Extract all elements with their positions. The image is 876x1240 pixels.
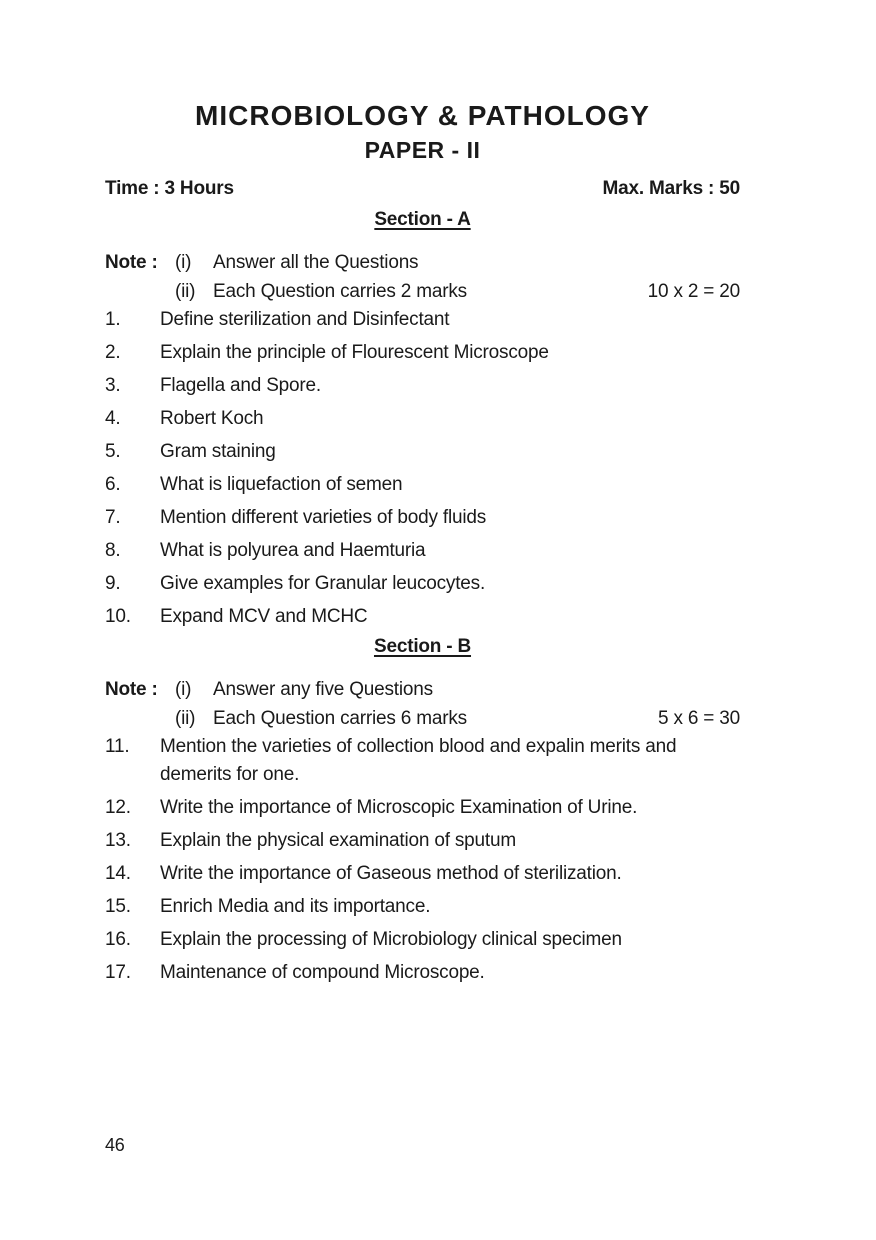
question-text: Explain the physical examination of sputum	[160, 830, 516, 851]
question-number: 1.	[105, 309, 121, 330]
section-a-question-list	[105, 306, 740, 631]
question-item	[105, 959, 740, 987]
question-item	[105, 603, 740, 631]
max-marks-label: Max. Marks : 50	[602, 178, 740, 199]
question-text: Mention different varieties of body fluids	[160, 507, 487, 528]
question-text: Explain the principle of Flourescent Microscope	[160, 342, 549, 363]
question-number: 3.	[105, 375, 121, 396]
question-item	[105, 306, 740, 334]
question-item	[105, 926, 740, 954]
question-number: 7.	[105, 507, 121, 528]
question-text: What is liquefaction of semen	[160, 474, 403, 495]
note-text: Answer any five Questions	[213, 679, 433, 700]
question-item	[105, 537, 740, 565]
note-text: Each Question carries 6 marks	[213, 708, 467, 729]
note-label: Note :	[105, 252, 158, 273]
question-item	[105, 794, 740, 822]
page-number: 46	[105, 1135, 125, 1155]
meta-row	[105, 178, 740, 200]
question-text: Flagella and Spore.	[160, 375, 321, 396]
question-text: Explain the processing of Microbiology clinical specimen	[160, 929, 622, 950]
note-label-spacer	[105, 704, 175, 733]
question-number: 4.	[105, 408, 121, 429]
question-text: Give examples for Granular leucocytes.	[160, 573, 486, 594]
note-index: (i)	[175, 679, 192, 700]
section-b-heading-row	[105, 636, 740, 657]
question-item	[105, 339, 740, 367]
question-number: 8.	[105, 540, 121, 561]
note-marks: 10 x 2 = 20	[647, 281, 740, 302]
question-item	[105, 827, 740, 855]
section-a-heading-row	[105, 209, 740, 230]
note-index: (ii)	[175, 708, 196, 729]
question-text: Expand MCV and MCHC	[160, 606, 368, 627]
question-text: Maintenance of compound Microscope.	[160, 962, 485, 983]
note-text: Answer all the Questions	[213, 252, 419, 273]
note-label: Note :	[105, 679, 158, 700]
question-number: 5.	[105, 441, 121, 462]
note-text: Each Question carries 2 marks	[213, 281, 467, 302]
note-line	[105, 277, 740, 306]
question-number: 15.	[105, 896, 131, 917]
question-item	[105, 570, 740, 598]
question-number: 11.	[105, 736, 130, 757]
question-number: 16.	[105, 929, 131, 950]
paper-title: MICROBIOLOGY & PATHOLOGY	[195, 100, 650, 131]
question-number: 17.	[105, 962, 131, 983]
section-b-note-block	[105, 675, 740, 733]
page-content	[105, 0, 740, 992]
section-b	[105, 636, 740, 987]
note-index: (i)	[175, 252, 192, 273]
note-marks: 5 x 6 = 30	[658, 708, 740, 729]
section-b-heading: Section - B	[373, 636, 472, 657]
question-number: 9.	[105, 573, 121, 594]
question-item	[105, 471, 740, 499]
question-number: 12.	[105, 797, 131, 818]
question-number: 2.	[105, 342, 121, 363]
question-text: Gram staining	[160, 441, 276, 462]
question-text: Mention the varieties of collection blood and expalin merits and demerits for one.	[160, 736, 677, 785]
question-number: 14.	[105, 863, 131, 884]
section-a-note-block	[105, 248, 740, 306]
paper-subtitle: PAPER - II	[364, 137, 481, 163]
question-number: 10.	[105, 606, 131, 627]
section-a-heading: Section - A	[374, 209, 471, 230]
question-item	[105, 893, 740, 921]
question-text: Enrich Media and its importance.	[160, 896, 431, 917]
question-text: Write the importance of Microscopic Examination of Urine.	[160, 797, 638, 818]
note-line	[105, 704, 740, 733]
question-text: Robert Koch	[160, 408, 264, 429]
note-label-spacer	[105, 277, 175, 306]
question-text: Write the importance of Gaseous method of sterilization.	[160, 863, 622, 884]
note-index: (ii)	[175, 281, 196, 302]
question-text: What is polyurea and Haemturia	[160, 540, 426, 561]
question-item	[105, 405, 740, 433]
section-a	[105, 209, 740, 631]
time-allowed-label: Time : 3 Hours	[105, 178, 234, 199]
question-item	[105, 733, 740, 789]
note-line	[105, 675, 740, 704]
question-item	[105, 372, 740, 400]
question-item	[105, 860, 740, 888]
note-line	[105, 248, 740, 277]
question-text: Define sterilization and Disinfectant	[160, 309, 450, 330]
question-number: 6.	[105, 474, 121, 495]
question-item	[105, 504, 740, 532]
section-b-question-list	[105, 733, 740, 987]
question-number: 13.	[105, 830, 131, 851]
question-item	[105, 438, 740, 466]
